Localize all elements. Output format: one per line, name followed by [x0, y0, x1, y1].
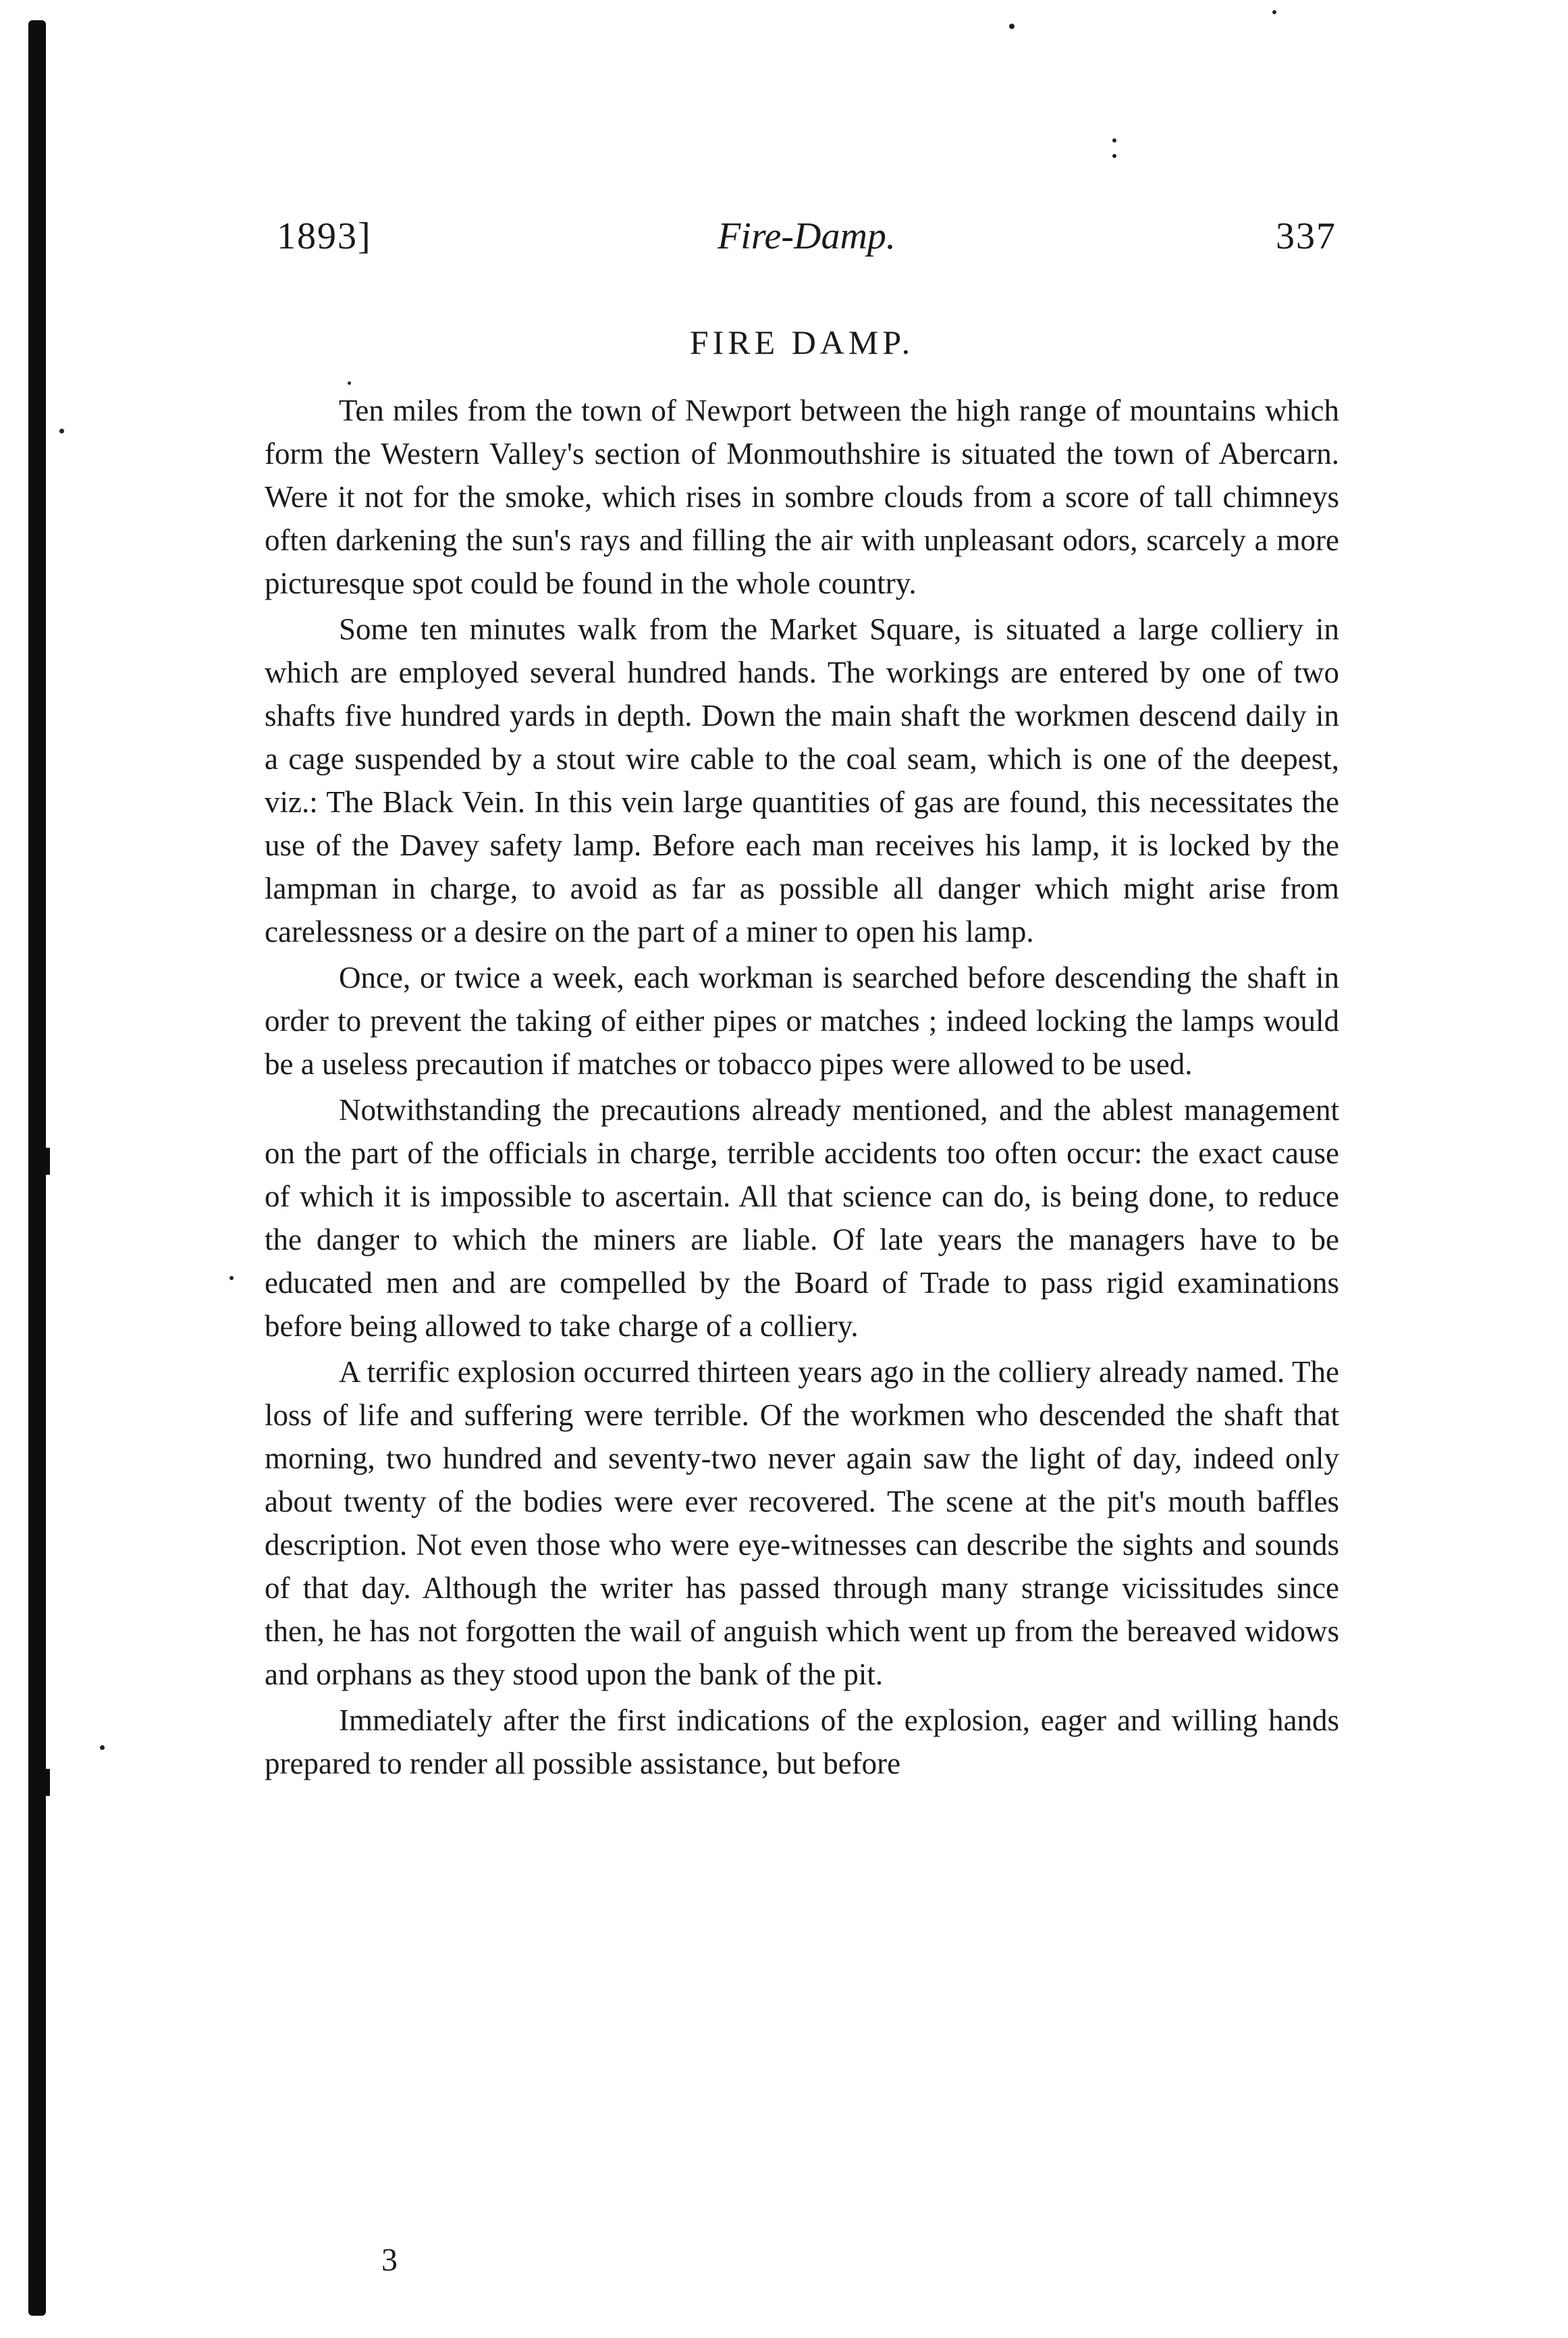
scan-speck	[1112, 154, 1116, 158]
binding-edge	[28, 20, 46, 2316]
signature-mark: 3	[381, 2242, 398, 2278]
binding-notch	[45, 1769, 50, 1796]
paragraph: Once, or twice a week, each workman is searched before descending the shaft in order to prevent the taking of either pipes or matches ; indeed locking the lamps would be a useless precaution if matches or tobacco pipes were allowed to be used.	[265, 961, 1339, 1081]
paragraph: Immediately after the first indications of the explosion, eager and willing hands prepared to render all possible assistance, but before	[265, 1703, 1339, 1780]
binding-notch	[45, 1148, 50, 1175]
scan-speck	[1112, 138, 1116, 142]
scan-speck	[59, 429, 64, 433]
paragraph: Some ten minutes walk from the Market Square, is situated a large colliery in which are employed several hundred hands. The workings are entered by one of two shafts five hundred yards in depth. Down the main shaft the workmen descend daily in a cage suspended by a stout wire cable to the coal seam, which is one of the deepest, viz.: The Black Vein. In this vein large quantities of gas are found, this necessitates the use of the Davey safety lamp. Before each man receives his lamp, it is locked by the lampman in charge, to avoid as far as possible all danger which might arise from carelessness or a desire on the part of a miner to open his lamp.	[265, 612, 1339, 949]
scan-speck	[1009, 24, 1015, 29]
article-title: FIRE DAMP.	[689, 323, 915, 361]
scan-speck	[229, 1276, 234, 1280]
article	[265, 323, 1339, 1788]
paragraph: A terrific explosion occurred thirteen years ago in the colliery already named. The loss of life and suffering were terrible. Of the workmen who descended the shaft that morning, two hundred and seventy-two never again saw the light of day, indeed only about twenty of the bodies were ever recovered. The scene at the pit's mouth baffles description. Not even those who were eye-witnesses can describe the sights and sounds of that day. Although the writer has passed through many strange vicissitudes since then, he has not forgotten the wail of anguish which went up from the bereaved widows and orphans as they stood upon the bank of the pit.	[265, 1355, 1339, 1691]
header-year: 1893]	[277, 215, 372, 257]
scan-speck	[100, 1745, 105, 1750]
page-number: 337	[1276, 215, 1336, 257]
running-header	[277, 215, 1336, 269]
scan-speck	[1272, 10, 1276, 14]
paragraph: Ten miles from the town of Newport between the high range of mountains which form the Western Valley's section of Monmouthshire is situated the town of Abercarn. Were it not for the smoke, which rises in sombre clouds from a score of tall chimneys often darkening the sun's rays and filling the air with unpleasant odors, scarcely a more picturesque spot could be found in the whole country.	[265, 394, 1339, 600]
running-title: Fire-Damp.	[718, 215, 896, 257]
paragraph: Notwithstanding the precautions already mentioned, and the ablest management on the part of the officials in charge, terrible accidents too often occur: the exact cause of which it is impossible to ascertain. All that science can do, is being done, to reduce the danger to which the miners are liable. Of late years the managers have to be educated men and are compelled by the Board of Trade to pass rigid examinations before being allowed to take charge of a colliery.	[265, 1093, 1339, 1343]
